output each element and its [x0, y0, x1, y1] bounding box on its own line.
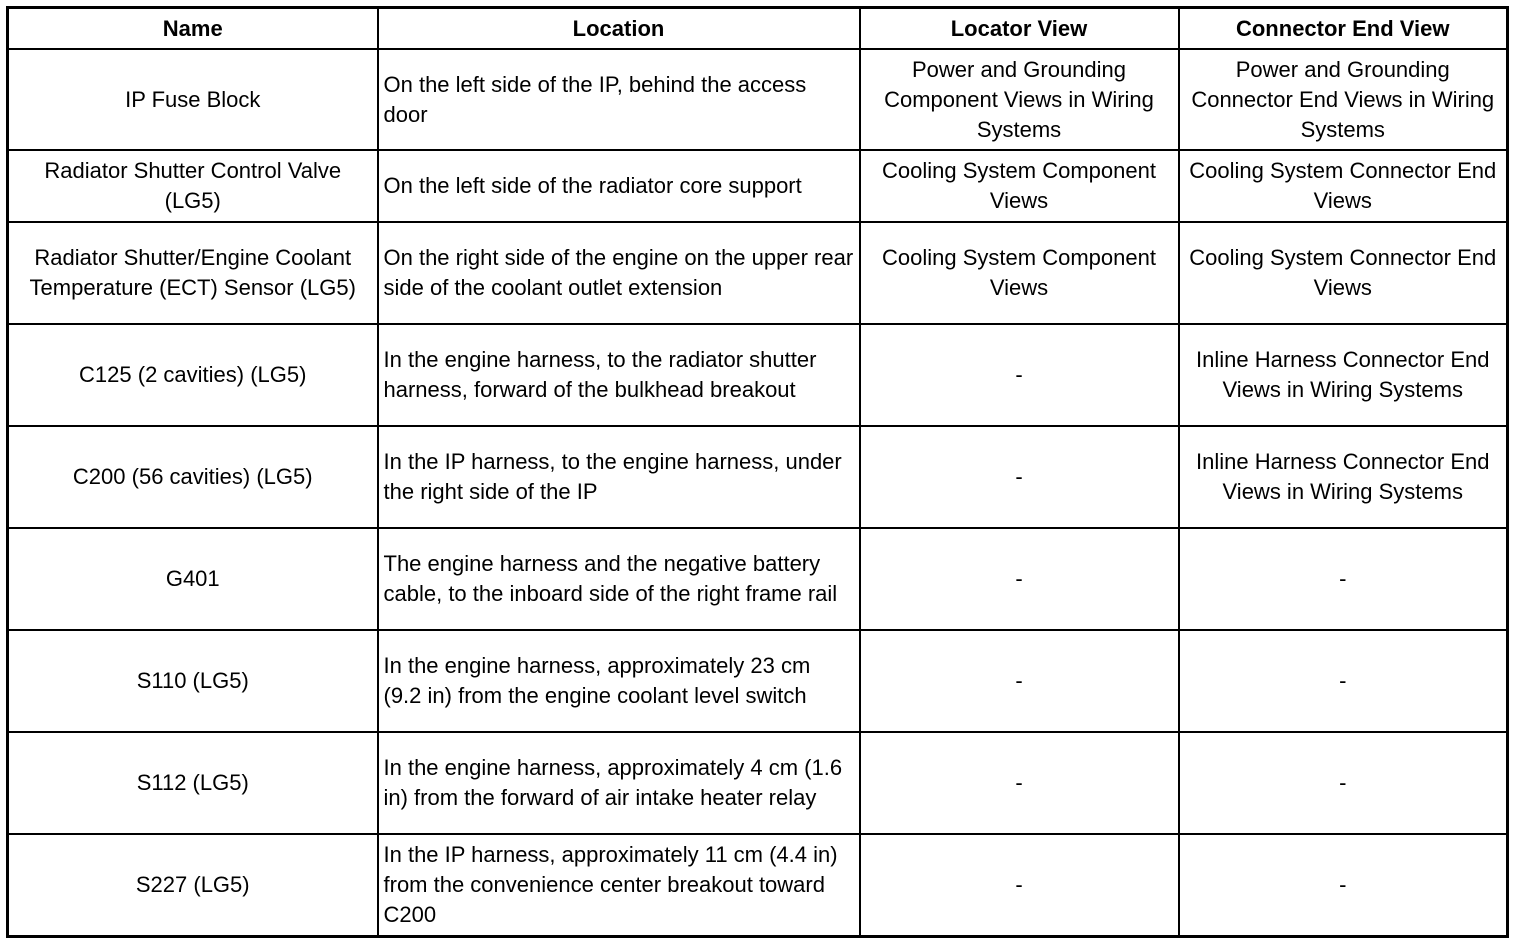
cell-location: On the left side of the radiator core support	[378, 150, 860, 222]
table-row	[8, 630, 1508, 732]
cell-name: Radiator Shutter Control Valve (LG5)	[8, 150, 378, 222]
table-header	[8, 8, 1508, 50]
cell-connector-end-view: -	[1179, 630, 1508, 732]
cell-name: C125 (2 cavities) (LG5)	[8, 324, 378, 426]
cell-name: S112 (LG5)	[8, 732, 378, 834]
cell-name: Radiator Shutter/Engine Coolant Temperature (ECT) Sensor (LG5)	[8, 222, 378, 324]
cell-connector-end-view: Power and Grounding Connector End Views in Wiring Systems	[1179, 49, 1508, 150]
cell-location: In the engine harness, approximately 4 cm (1.6 in) from the forward of air intake heater relay	[378, 732, 860, 834]
table-body	[8, 49, 1508, 937]
component-location-table	[6, 6, 1509, 938]
table-row	[8, 324, 1508, 426]
table-row	[8, 528, 1508, 630]
cell-name: G401	[8, 528, 378, 630]
cell-connector-end-view: Cooling System Connector End Views	[1179, 222, 1508, 324]
column-header-connector-end-view: Connector End View	[1179, 8, 1508, 50]
cell-connector-end-view: Inline Harness Connector End Views in Wiring Systems	[1179, 324, 1508, 426]
cell-location: On the right side of the engine on the upper rear side of the coolant outlet extension	[378, 222, 860, 324]
cell-location: In the IP harness, approximately 11 cm (4.4 in) from the convenience center breakout toward C200	[378, 834, 860, 937]
column-header-location: Location	[378, 8, 860, 50]
cell-locator-view: -	[860, 732, 1179, 834]
cell-location: In the engine harness, to the radiator shutter harness, forward of the bulkhead breakout	[378, 324, 860, 426]
table-row	[8, 834, 1508, 937]
cell-locator-view: Cooling System Component Views	[860, 222, 1179, 324]
cell-location: On the left side of the IP, behind the access door	[378, 49, 860, 150]
component-location-table-container	[6, 6, 1509, 938]
cell-location: In the engine harness, approximately 23 cm (9.2 in) from the engine coolant level switch	[378, 630, 860, 732]
cell-locator-view: Power and Grounding Component Views in Wiring Systems	[860, 49, 1179, 150]
cell-locator-view: -	[860, 426, 1179, 528]
table-row	[8, 732, 1508, 834]
cell-locator-view: -	[860, 528, 1179, 630]
cell-connector-end-view: Cooling System Connector End Views	[1179, 150, 1508, 222]
header-row	[8, 8, 1508, 50]
cell-connector-end-view: -	[1179, 528, 1508, 630]
cell-locator-view: -	[860, 630, 1179, 732]
cell-name: S110 (LG5)	[8, 630, 378, 732]
table-row	[8, 222, 1508, 324]
cell-locator-view: -	[860, 324, 1179, 426]
cell-connector-end-view: -	[1179, 732, 1508, 834]
cell-location: In the IP harness, to the engine harness, under the right side of the IP	[378, 426, 860, 528]
column-header-locator-view: Locator View	[860, 8, 1179, 50]
cell-locator-view: Cooling System Component Views	[860, 150, 1179, 222]
column-header-name: Name	[8, 8, 378, 50]
cell-location: The engine harness and the negative battery cable, to the inboard side of the right frame rail	[378, 528, 860, 630]
cell-connector-end-view: Inline Harness Connector End Views in Wiring Systems	[1179, 426, 1508, 528]
table-row	[8, 426, 1508, 528]
cell-name: IP Fuse Block	[8, 49, 378, 150]
table-row	[8, 49, 1508, 150]
cell-name: S227 (LG5)	[8, 834, 378, 937]
cell-name: C200 (56 cavities) (LG5)	[8, 426, 378, 528]
cell-locator-view: -	[860, 834, 1179, 937]
table-row	[8, 150, 1508, 222]
cell-connector-end-view: -	[1179, 834, 1508, 937]
